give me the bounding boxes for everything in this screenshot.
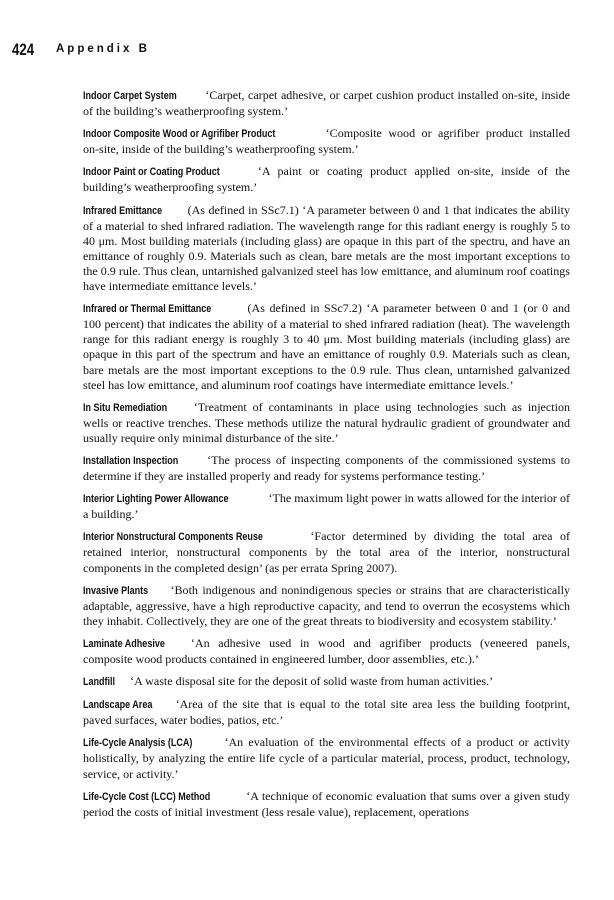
entry-definition: ‘The process of inspecting components of the commissioned systems to determine if they are installed properly and ready for systems performance testing.’ [83,452,570,484]
glossary-entry [83,636,570,667]
entry-term: Infrared Emittance [83,204,163,217]
glossary-entries [83,88,570,827]
entry-definition: (As defined in SSc7.2) ‘A parameter between 0 and 1 (or 0 and 100 percent) that indicates the ability of a material to shed infrared radiation (heat). The wavelength range for this radiant energy is roughly 3 to 40 μm. Most building materials (including glass) are opaque in this part of the spectrum and have an emittance of roughly 0.9. Materials such as clean, bare metals are the most important exceptions to the 0.9 rule. Thus clean, untarnished galvanized steel has low emittance, and aluminum roof coatings have intermediate emittance levels.’ [83,301,570,392]
entry-definition: ‘Composite wood or agrifiber product installed on-site, inside of the building’s weatherproofing system.’ [83,126,570,157]
glossary-entry [83,674,570,690]
entry-term: Interior Lighting Power Allowance [83,493,229,506]
glossary-entry [83,735,570,781]
glossary-entry [83,583,570,629]
glossary-entry [83,126,570,157]
entry-definition: ‘A technique of economic evaluation that sums over a given study period the costs of initial investment (less resale value), replacement, operations [83,788,570,819]
entry-term: Indoor Paint or Coating Product [83,166,220,179]
glossary-entry [83,789,570,820]
entry-definition: ‘Factor determined by dividing the total area of retained interior, nonstructural components by the total area of the interior, nonstructural components in the completed design’ (as per errata Spring 2007). [83,529,570,575]
entry-term: Life-Cycle Cost (LCC) Method [83,790,211,803]
glossary-entry [83,491,570,522]
entry-term: Landscape Area [83,699,153,712]
entry-definition: ‘Carpet, carpet adhesive, or carpet cushion product installed on-site, inside of the building’s weatherproofing system.’ [83,88,570,119]
entry-term: Life-Cycle Analysis (LCA) [83,737,193,750]
entry-term: Indoor Carpet System [83,90,177,102]
entry-term: Laminate Adhesive [83,637,165,650]
entry-definition: (As defined in SSc7.1) ‘A parameter between 0 and 1 that indicates the ability of a material to shed infrared radiation. The wavelength range for this radiant energy is roughly 5 to 40 μm. Most building materials (including glass) are opaque in this part of the spectru, and have an emittance of roughly 0.9. Materials such as clean, bare metals are the most important exceptions to the 0.9 rule. Thus clean, untarnished galvanized steel has low emittance, and aluminum roof coatings have intermediate emittance levels.’ [83,202,570,294]
glossary-entry [83,453,570,484]
glossary-entry [83,697,570,728]
running-head: Appendix B [56,43,150,55]
entry-term: Invasive Plants [83,584,149,597]
glossary-entry [83,400,570,446]
glossary-entry [83,301,570,393]
entry-term: Interior Nonstructural Components Reuse [83,531,263,544]
entry-term: Landfill [83,676,116,689]
entry-term: Infrared or Thermal Emittance [83,303,212,316]
entry-definition: ‘Both indigenous and nonindigenous species or strains that are characteristically adaptable, aggressive, have a high reproductive capacity, and tend to overrun the ecosystems which they inhabit. Collectively, they are one of the great threats to biodiversity and ecosystem stability.’ [83,582,570,628]
entry-definition: ‘The maximum light power in watts allowed for the interior of a building.’ [83,491,570,522]
entry-term: In Situ Remediation [83,401,168,414]
entry-definition: ‘A paint or coating product applied on-site, inside of the building’s weatherproofing system.’ [83,164,570,195]
entry-term: Indoor Composite Wood or Agrifiber Product [83,128,276,141]
page-number: 424 [12,40,35,59]
entry-definition: ‘Treatment of contaminants in place using technologies such as injection wells or reactive trenches. These methods utilize the natural hydraulic gradient of groundwater and usually require only minimal disturbance of the site.’ [83,399,570,445]
entry-definition: ‘An adhesive used in wood and agrifiber products (veneered panels, composite wood products contained in engineered lumber, door assemblies, etc.).’ [83,635,570,666]
glossary-entry [83,88,570,119]
glossary-entry [83,203,570,295]
entry-definition: ‘An evaluation of the environmental effects of a product or activity holistically, by analyzing the entire life cycle of a particular material, process, product, technology, service, or activity.’ [83,735,570,781]
glossary-entry [83,529,570,575]
entry-term: Installation Inspection [83,454,179,467]
entry-definition: ‘A waste disposal site for the deposit of solid waste from human activities.’ [130,674,494,689]
entry-definition: ‘Area of the site that is equal to the total site area less the building footprint, paved surfaces, water bodies, patios, etc.’ [83,697,570,728]
glossary-entry [83,164,570,195]
page-header [0,40,614,64]
